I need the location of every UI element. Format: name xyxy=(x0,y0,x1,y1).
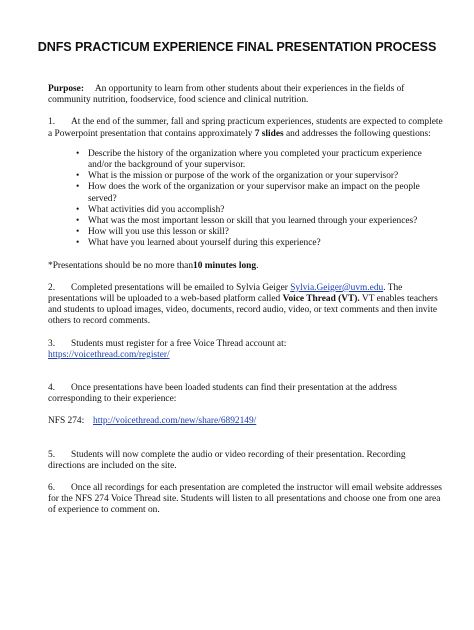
question-item: • What activities did you accomplish? xyxy=(88,205,443,216)
step-3-number: 3. xyxy=(48,338,56,349)
time-limit-note xyxy=(48,261,443,272)
step-2-bold: Voice Thread (VT). xyxy=(282,294,360,305)
step-2-text-a: Completed presentations will be emailed to Sylvia Geiger xyxy=(71,282,291,293)
step-5-paragraph xyxy=(48,450,443,472)
step-2-text-c: VT enables teachers and students to upload images, video, documents, record audio, video, or text comments and then invite others to record comments. xyxy=(48,294,438,327)
note-end: . xyxy=(256,260,259,271)
step-5-text: Students will now complete the audio or video recording of their presentation. Recording directions are included on the site. xyxy=(48,449,406,471)
step-5-number: 5. xyxy=(48,449,56,460)
step-1-text-a: At the end of the summer, fall and spring practicum experiences, students are expected to complete a Powerpoint presentation that contains approximately xyxy=(48,117,443,139)
document-body xyxy=(48,84,443,517)
nfs-share-link[interactable]: http://voicethread.com/new/share/6892149/ xyxy=(93,416,257,427)
step-3-paragraph xyxy=(48,339,443,361)
step-1-paragraph xyxy=(48,117,443,139)
question-item: • What have you learned about yourself during this experience? xyxy=(88,238,443,249)
question-item: • How will you use this lesson or skill? xyxy=(88,227,443,238)
step-2-number: 2. xyxy=(48,282,56,293)
question-item: • What was the most important lesson or skill that you learned through your experiences? xyxy=(88,216,443,227)
nfs-label: NFS 274: xyxy=(48,416,85,427)
question-item: • How does the work of the organization or your supervisor make an impact on the people served? xyxy=(88,182,443,204)
step-4-number: 4. xyxy=(48,383,56,394)
purpose-text: An opportunity to learn from other students about their experiences in the fields of community nutrition, foodservice, food science and clinical nutrition. xyxy=(48,84,405,106)
step-3-text: Students must register for a free Voice Thread account at: xyxy=(71,338,287,349)
questions-list xyxy=(48,149,443,250)
nfs-link-line xyxy=(48,416,443,427)
step-4-paragraph xyxy=(48,383,443,405)
note-text: *Presentations should be no more than xyxy=(48,260,194,271)
step-1-bold: 7 slides xyxy=(254,128,284,139)
purpose-paragraph xyxy=(48,84,443,106)
step-6-number: 6. xyxy=(48,483,56,494)
register-link[interactable]: https://voicethread.com/register/ xyxy=(48,349,170,360)
step-1-number: 1. xyxy=(48,117,56,128)
step-2-text-b: . The presentations will be uploaded to a web-based platform called xyxy=(48,282,403,305)
document-title: DNFS PRACTICUM EXPERIENCE FINAL PRESENTATION PROCESS xyxy=(37,40,437,54)
email-link[interactable]: Sylvia.Geiger@uvm.edu xyxy=(290,282,384,293)
question-item: • Describe the history of the organization where you completed your practicum experience and/or the background of your supervisor. xyxy=(88,149,443,171)
step-6-text: Once all recordings for each presentation are completed the instructor will email website addresses for the NFS 274 Voice Thread site. Students will listen to all presentations and choose one from one area of experience to comment on. xyxy=(48,483,442,516)
step-1-text-b: and addresses the following questions: xyxy=(283,128,431,139)
note-bold: 10 minutes long xyxy=(193,260,257,271)
purpose-label: Purpose: xyxy=(48,84,84,94)
step-4-text: Once presentations have been loaded students can find their presentation at the address corresponding to their experience: xyxy=(48,383,397,405)
step-2-paragraph xyxy=(48,283,443,328)
question-item: • What is the mission or purpose of the work of the organization or your supervisor? xyxy=(88,171,443,182)
step-6-paragraph xyxy=(48,483,443,517)
